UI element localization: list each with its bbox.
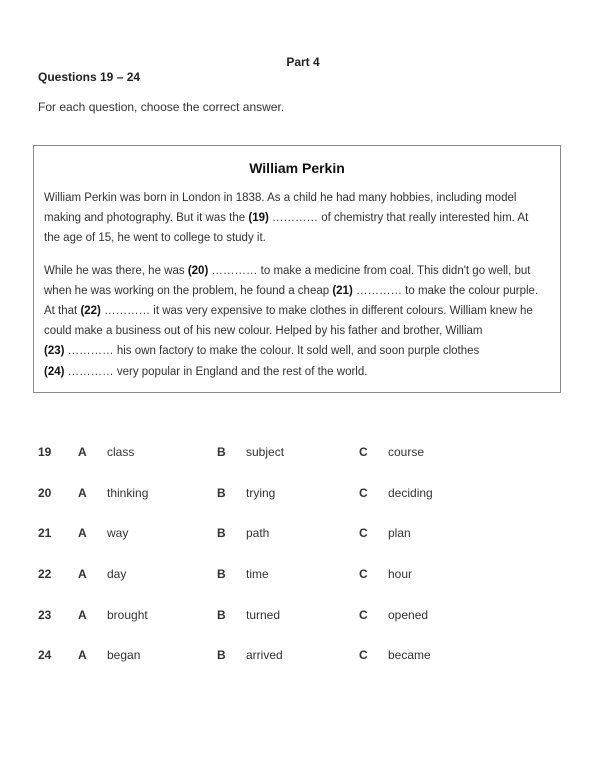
passage-line (44, 208, 550, 228)
question-row (38, 432, 478, 473)
gap-number-19: (19) (248, 212, 269, 225)
passage-text: At that (44, 305, 81, 318)
passage-line (44, 301, 550, 321)
passage-text: ………… to make the colour purple. (352, 284, 539, 297)
option-c[interactable]: opened (388, 607, 429, 622)
passage-box (33, 145, 561, 393)
answer-options-table (38, 432, 478, 676)
passage-line (44, 261, 550, 281)
question-number: 20 (38, 485, 52, 500)
question-number: 23 (38, 607, 52, 622)
option-b[interactable]: turned (246, 607, 281, 622)
option-b[interactable]: subject (246, 445, 285, 460)
question-row (38, 473, 478, 514)
part-title: Part 4 (286, 55, 320, 69)
option-a[interactable]: class (107, 445, 135, 460)
option-c[interactable]: hour (388, 567, 413, 582)
question-row (38, 554, 478, 595)
option-letter-c: C (359, 445, 368, 460)
option-c[interactable]: deciding (388, 485, 433, 500)
option-a[interactable]: began (107, 648, 141, 663)
gap-number-23: (23) (44, 345, 65, 358)
option-a[interactable]: day (107, 567, 127, 582)
option-letter-c: C (359, 567, 368, 582)
option-a[interactable]: thinking (107, 485, 149, 500)
passage-text: ………… his own factory to make the colour. It sold well, and soon purple clothes (64, 345, 480, 358)
passage-paragraph-1 (44, 188, 550, 249)
option-a[interactable]: way (107, 526, 129, 541)
option-letter-c: C (359, 607, 368, 622)
gap-number-20: (20) (187, 264, 209, 277)
option-b[interactable]: path (246, 526, 270, 541)
question-row (38, 513, 478, 554)
question-number: 19 (38, 445, 52, 460)
option-a[interactable]: brought (107, 607, 148, 622)
passage-line (44, 281, 550, 301)
passage-text: ………… it was very expensive to make clothes in different colours. William knew he (100, 305, 533, 318)
question-row (38, 594, 478, 635)
gap-number-21: (21) (332, 284, 353, 297)
option-letter-c: C (359, 648, 368, 663)
option-letter-a: A (78, 445, 87, 460)
passage-paragraph-2 (44, 261, 550, 382)
option-letter-b: B (217, 607, 226, 622)
passage-line (44, 362, 550, 382)
passage-line: could make a business out of his new colour. Helped by his father and brother, William (44, 325, 483, 338)
passage-text: ………… of chemistry that really interested him. At (268, 212, 529, 225)
option-letter-b: B (217, 445, 226, 460)
questions-range: Questions 19 – 24 (38, 70, 141, 84)
option-b[interactable]: time (246, 567, 269, 582)
gap-number-24: (24) (44, 365, 65, 378)
option-letter-a: A (78, 485, 87, 500)
option-letter-b: B (217, 526, 226, 541)
option-b[interactable]: trying (246, 485, 276, 500)
question-number: 24 (38, 648, 52, 663)
passage-line: the age of 15, he went to college to study it. (44, 232, 266, 245)
question-number: 22 (38, 567, 52, 582)
option-letter-a: A (78, 526, 87, 541)
option-b[interactable]: arrived (246, 648, 283, 663)
passage-text: While he was there, he was (44, 264, 188, 277)
option-letter-b: B (217, 648, 226, 663)
passage-text: ………… very popular in England and the rest of the world. (64, 365, 368, 378)
option-letter-b: B (217, 485, 226, 500)
question-number: 21 (38, 526, 52, 541)
passage-text: when he was working on the problem, he found a cheap (44, 284, 333, 297)
passage-title: William Perkin (249, 160, 345, 176)
gap-number-22: (22) (80, 305, 101, 318)
passage-text: ………… to make a medicine from coal. This didn't go well, but (208, 264, 531, 277)
option-letter-a: A (78, 648, 87, 663)
option-c[interactable]: course (388, 445, 425, 460)
passage-line: William Perkin was born in London in 1838. As a child he had many hobbies, including model (44, 192, 517, 204)
option-c[interactable]: plan (388, 526, 411, 541)
option-c[interactable]: became (388, 648, 431, 663)
passage-text: making and photography. But it was the (44, 212, 249, 225)
instructions: For each question, choose the correct answer. (38, 100, 285, 114)
option-letter-b: B (217, 567, 226, 582)
option-letter-a: A (78, 607, 87, 622)
question-row (38, 635, 478, 676)
option-letter-c: C (359, 526, 368, 541)
passage-line (44, 341, 550, 361)
option-letter-c: C (359, 485, 368, 500)
option-letter-a: A (78, 567, 87, 582)
